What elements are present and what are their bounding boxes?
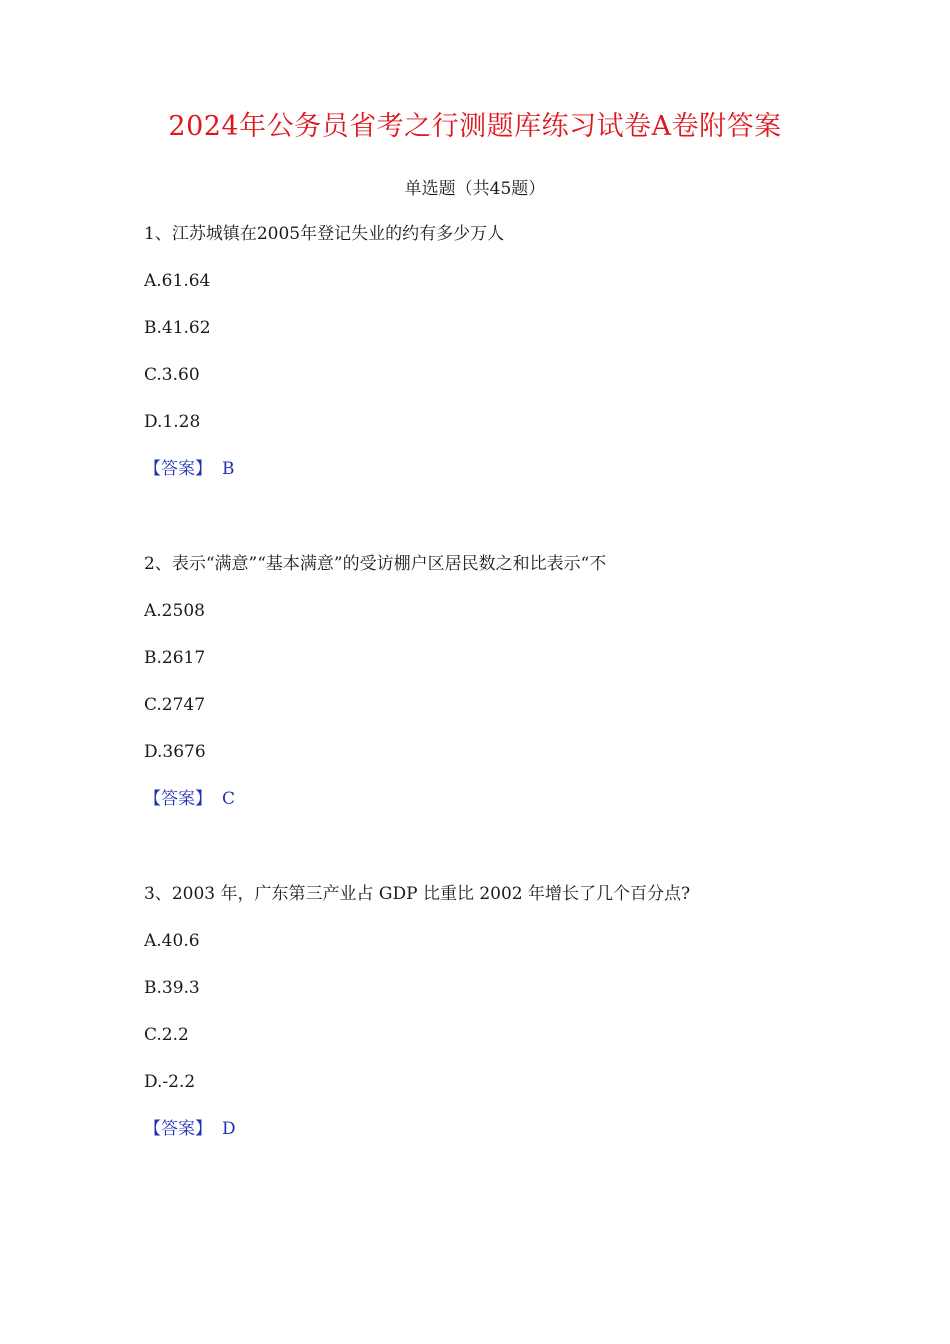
option-c: C.2747: [144, 695, 206, 715]
option-b: B.2617: [144, 648, 206, 668]
option-a: A.2508: [144, 601, 205, 621]
section-heading: 单选题（共45题）: [404, 179, 546, 199]
answer-label: 【答案】: [144, 1119, 212, 1139]
option-c: C.2.2: [144, 1025, 189, 1045]
document-title: 2024年公务员省考之行测题库练习试卷A卷附答案: [168, 111, 782, 142]
answer-label: 【答案】: [144, 789, 212, 809]
option-d: D.-2.2: [144, 1072, 196, 1092]
question-stem: 2、表示“满意”“基本满意”的受访棚户区居民数之和比表示“不: [144, 554, 607, 574]
answer-line: [144, 458, 235, 480]
option-b: B.41.62: [144, 318, 211, 338]
option-a: A.61.64: [144, 271, 211, 291]
option-c: C.3.60: [144, 365, 200, 385]
question-stem: 1、江苏城镇在2005年登记失业的约有多少万人: [144, 224, 505, 244]
answer-value: B: [222, 459, 235, 479]
answer-value: C: [222, 789, 236, 809]
option-a: A.40.6: [144, 931, 200, 951]
answer-line: [144, 788, 235, 810]
question-stem: 3、2003 年，广东第三产业占 GDP 比重比 2002 年增长了几个百分点?: [144, 884, 691, 904]
option-d: D.3676: [144, 742, 206, 762]
answer-line: [144, 1118, 236, 1140]
answer-label: 【答案】: [144, 459, 212, 479]
option-b: B.39.3: [144, 978, 200, 998]
answer-value: D: [222, 1119, 236, 1139]
option-d: D.1.28: [144, 412, 201, 432]
